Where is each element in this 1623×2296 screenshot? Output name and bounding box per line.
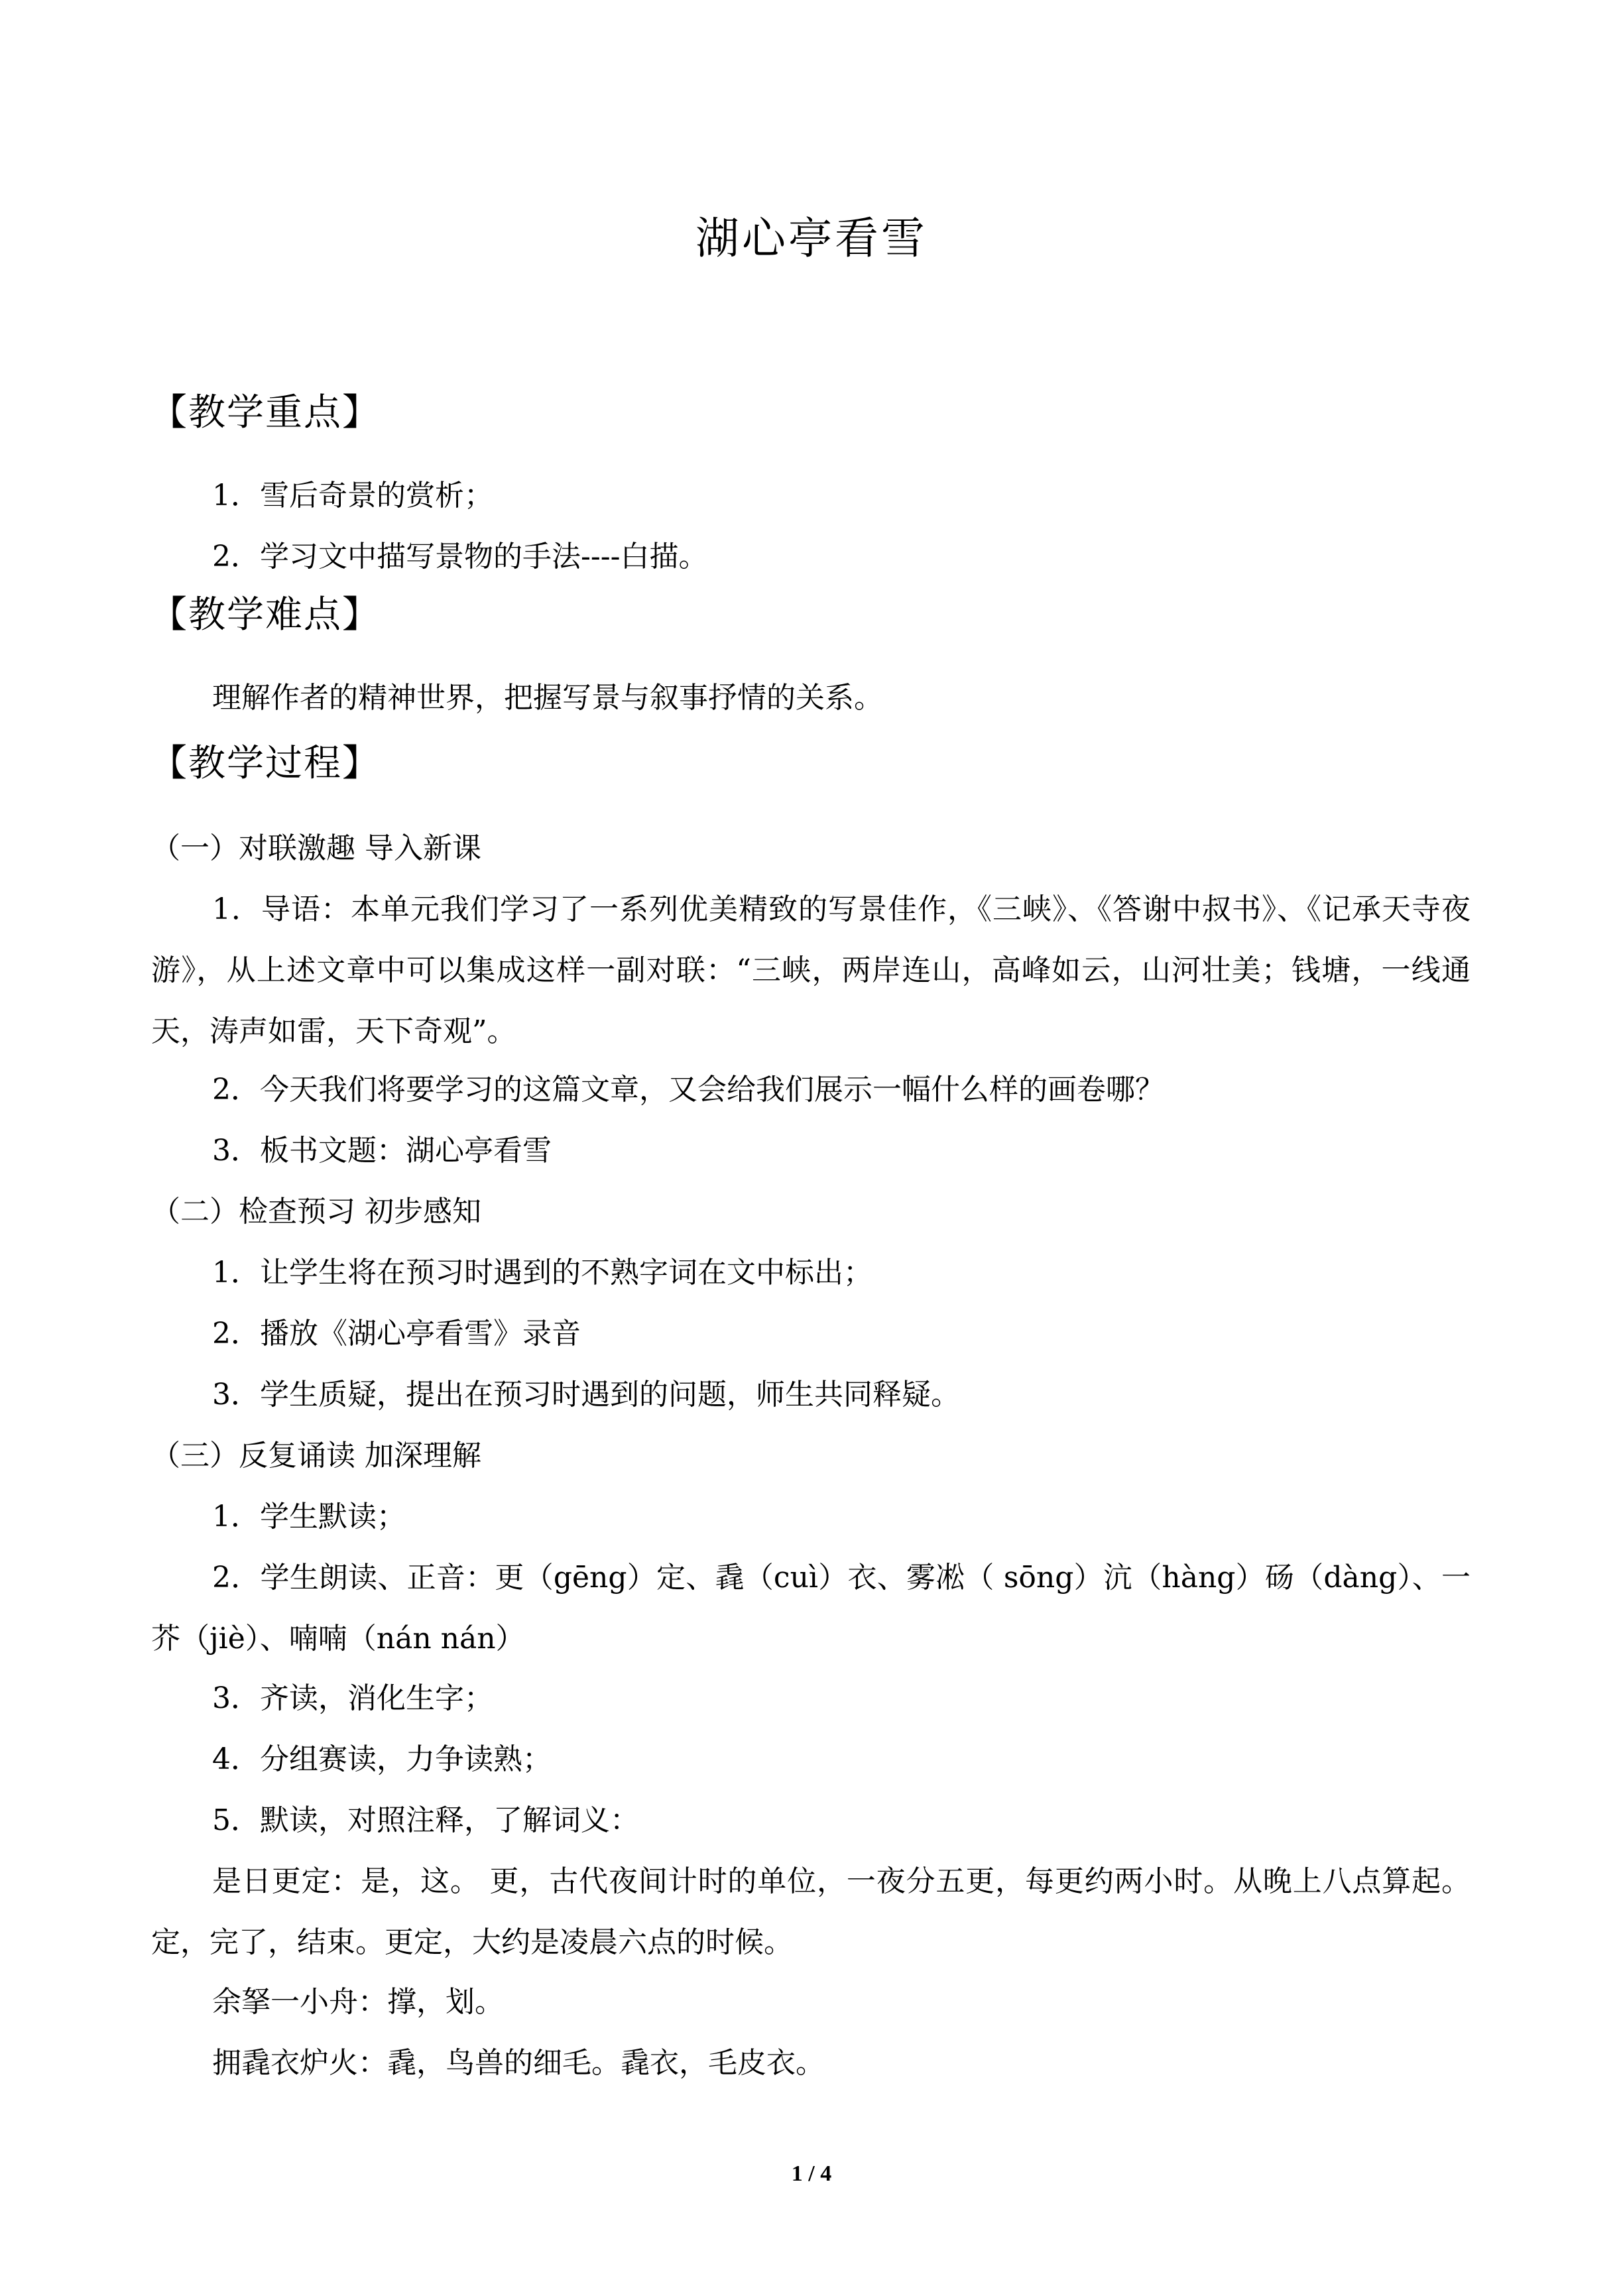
- section-heading: （一）对联激趣 导入新课: [151, 831, 481, 865]
- paragraph: 1．导语：本单元我们学习了一系列优美精致的写景佳作，《三峡》、《答谢中叔书》、《记承天寺夜游》，从上述文章中可以集成这样一副对联：“三峡，两岸连山，高峰如云，山河壮美；钱塘，一线通天，涛声如雷，天下奇观”。: [151, 892, 1471, 1048]
- key-point-item: 1．雪后奇景的赏析；: [212, 479, 493, 513]
- section-heading: （三）反复诵读 加深理解: [151, 1439, 481, 1473]
- list-item: 3．学生质疑，提出在预习时遇到的问题，师生共同释疑。: [212, 1378, 960, 1412]
- page-number: 1 / 4: [791, 2161, 832, 2186]
- heading-key-points: 【教学重点】: [150, 391, 381, 434]
- list-item: 1．学生默读；: [212, 1500, 406, 1534]
- list-item: 1．让学生将在预习时遇到的不熟字词在文中标出；: [212, 1256, 872, 1290]
- key-point-item: 2．学习文中描写景物的手法----白描。: [212, 540, 708, 574]
- heading-difficulties: 【教学难点】: [150, 593, 381, 636]
- glossary-entry: 余拏一小舟：撑，划。: [212, 1985, 504, 2019]
- heading-process: 【教学过程】: [150, 742, 381, 785]
- page-title: 湖心亭看雪: [695, 213, 928, 264]
- list-item: 2．播放《湖心亭看雪》录音: [212, 1317, 581, 1351]
- section-heading: （二）检查预习 初步感知: [151, 1195, 481, 1229]
- list-item: 5．默读，对照注释，了解词义：: [212, 1803, 639, 1837]
- paragraph: 2．今天我们将要学习的这篇文章，又会给我们展示一幅什么样的画卷哪？: [212, 1073, 1164, 1107]
- paragraph: 2．学生朗读、正音：更（gēng）定、毳（cuì）衣、雾凇（ sōng）沆（hàng）砀（dàng）、一芥（jiè）、喃喃（nán nán）: [151, 1561, 1471, 1656]
- paragraph: 3．板书文题：湖心亭看雪: [212, 1134, 552, 1168]
- glossary-entry: 是日更定：是，这。 更，古代夜间计时的单位，一夜分五更，每更约两小时。从晚上八点算起。定，完了，结束。更定，大约是凌晨六点的时候。: [151, 1864, 1471, 1959]
- list-item: 4．分组赛读，力争读熟；: [212, 1742, 552, 1776]
- difficulty-text: 理解作者的精神世界，把握写景与叙事抒情的关系。: [212, 681, 883, 715]
- list-item: 3．齐读，消化生字；: [212, 1681, 493, 1715]
- glossary-entry: 拥毳衣炉火：毳，鸟兽的细毛。毳衣，毛皮衣。: [212, 2046, 825, 2080]
